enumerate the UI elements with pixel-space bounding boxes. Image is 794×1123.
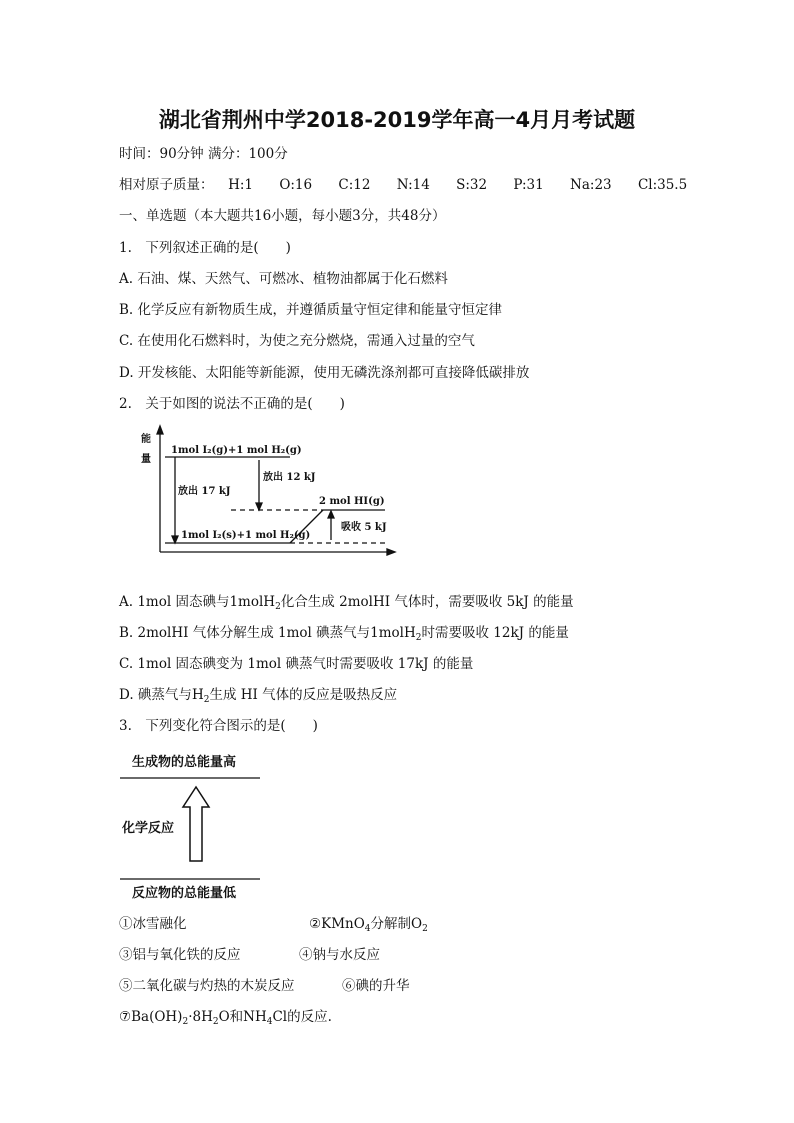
mass-cl: Cl:35.5 — [637, 177, 688, 193]
q3-option-2: ②KMnO$_4$分解制$O_2$ — [309, 916, 428, 934]
label-reactants-low: 反应物的总能量低 — [132, 886, 237, 901]
q3-option-6: ⑥碘的升华 — [342, 978, 410, 994]
mass-o: O:16 — [279, 177, 313, 193]
section-header: 一、单选题（本大题共16小题，每小题3分，共48分） — [119, 208, 446, 224]
q2-option-d: D. 碘蒸气与$H_2$生成 HI 气体的反应是吸热反应 — [119, 687, 398, 705]
q3-option-3: ③铝与氧化铁的反应 — [119, 947, 241, 963]
q2-option-a: A. 1mol 固态碘与1molH$_2$化合生成 2molHI 气体时，需要吸收 5kJ 的能量 — [119, 594, 574, 612]
absorb-5-arrowhead-icon — [328, 511, 334, 518]
label-release-12: 放出 12 kJ — [263, 472, 316, 483]
time-score: 时间：90分钟 满分：100分 — [119, 146, 288, 162]
label-chemical-reaction: 化学反应 — [122, 821, 175, 836]
label-release-17: 放出 17 kJ — [178, 486, 231, 497]
energy-diagram — [135, 424, 400, 562]
y-axis-arrow-icon — [157, 426, 163, 434]
release-17-arrowhead-icon — [172, 536, 178, 543]
page-title: 湖北省荆州中学2018-2019学年高一4月月考试题 — [158, 108, 636, 132]
label-top-level: 1mol I₂(g)+1 mol H₂(g) — [171, 445, 302, 456]
axis-label-energy-2: 量 — [141, 454, 151, 465]
q2-option-c: C. 1mol 固态碘变为 1mol 碘蒸气时需要吸收 17kJ 的能量 — [119, 656, 474, 672]
mass-n: N:14 — [396, 177, 430, 193]
release-12-arrowhead-icon — [256, 503, 262, 510]
q1-stem: 1. 下列叙述正确的是( ) — [119, 240, 291, 256]
q1-option-c: C. 在使用化石燃料时，为使之充分燃烧，需通入过量的空气 — [119, 333, 475, 349]
q1-option-a: A. 石油、煤、天然气、可燃冰、植物油都属于化石燃料 — [119, 271, 448, 287]
q3-stem: 3. 下列变化符合图示的是( ) — [119, 718, 318, 734]
q1-option-b: B. 化学反应有新物质生成，并遵循质量守恒定律和能量守恒定律 — [119, 302, 503, 318]
q2-stem: 2. 关于如图的说法不正确的是( ) — [119, 396, 345, 412]
atomic-label: 相对原子质量： — [119, 177, 214, 193]
x-axis-arrow-icon — [387, 549, 395, 555]
q2-option-b: B. 2molHI 气体分解生成 1mol 碘蒸气与1molH$_2$时需要吸收 12kJ 的能量 — [119, 625, 569, 643]
mass-h: H:1 — [228, 177, 254, 193]
mass-c: C:12 — [338, 177, 371, 193]
label-hi-level: 2 mol HI(g) — [319, 496, 385, 507]
label-bottom-level: 1mol I₂(s)+1 mol H₂(g) — [181, 530, 311, 541]
mass-na: Na:23 — [570, 177, 612, 193]
label-products-high: 生成物的总能量高 — [132, 755, 237, 770]
mass-p: P:31 — [513, 177, 544, 193]
label-absorb-5: 吸收 5 kJ — [341, 522, 387, 533]
q3-option-4: ④钠与水反应 — [299, 947, 380, 963]
axis-label-energy-1: 能 — [141, 434, 151, 445]
reaction-energy-figure — [118, 747, 268, 907]
q1-option-d: D. 开发核能、太阳能等新能源，使用无磷洗涤剂都可直接降低碳排放 — [119, 365, 530, 381]
atomic-masses — [119, 176, 687, 194]
q3-option-1: ①冰雪融化 — [119, 916, 187, 932]
up-arrow-icon — [183, 787, 209, 861]
q3-option-7: $⑦Ba(OH)_2\cdot 8H_2O$和$NH_4Cl$的反应. — [119, 1009, 332, 1027]
q3-option-5: ⑤二氧化碳与灼热的木炭反应 — [119, 978, 295, 994]
mass-s: S:32 — [456, 177, 488, 193]
